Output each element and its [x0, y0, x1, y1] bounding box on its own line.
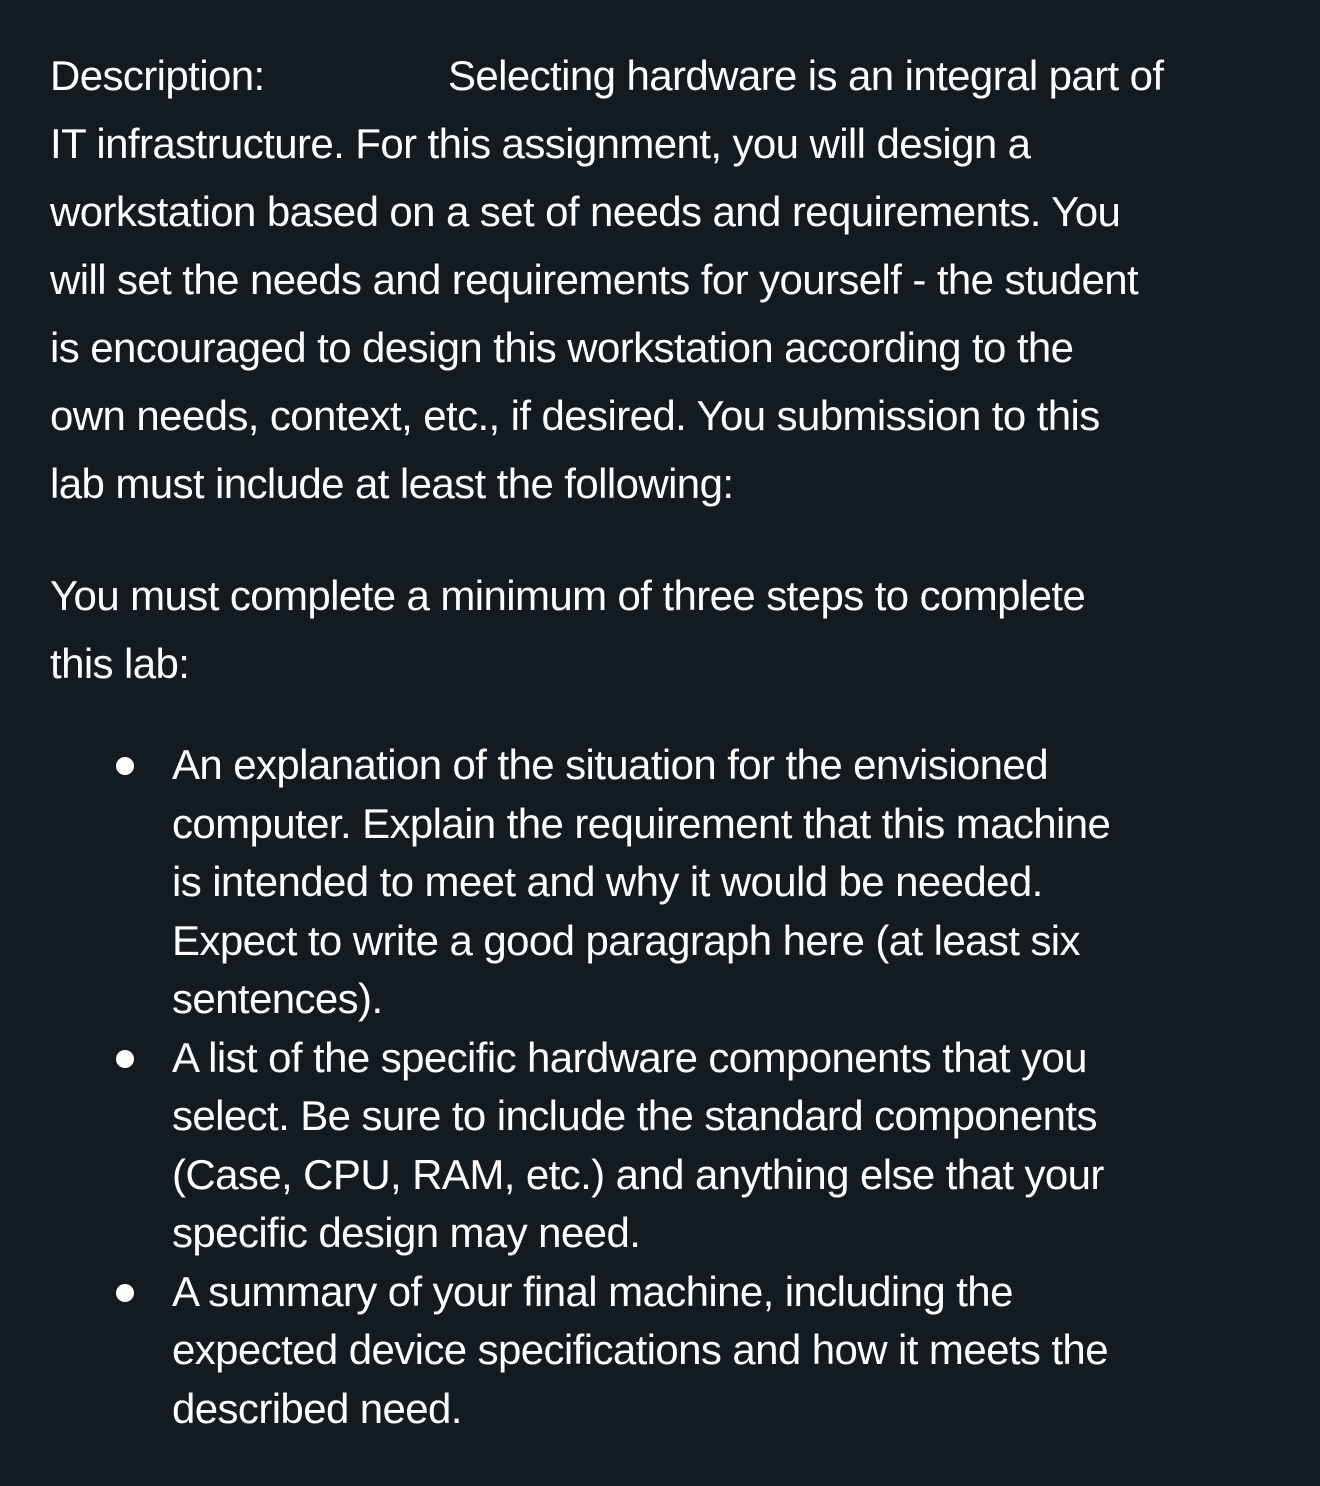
description-text-line: IT infrastructure. For this assignment, you will design a: [50, 120, 1031, 167]
description-text-line: will set the needs and requirements for yourself - the student: [50, 256, 1139, 303]
description-text-line: workstation based on a set of needs and requirements. You: [50, 188, 1121, 235]
list-item-line: described need.: [172, 1384, 462, 1432]
steps-intro-paragraph: [50, 562, 1275, 698]
assignment-document: [50, 42, 1275, 1438]
list-item-line: (Case, CPU, RAM, etc.) and anything else that your: [172, 1150, 1104, 1198]
list-item-line: select. Be sure to include the standard components: [172, 1092, 1097, 1139]
description-text-line: Selecting hardware is an integral part of: [448, 52, 1164, 99]
list-item-line: Expect to write a good paragraph here (at least six: [172, 916, 1080, 964]
description-label: Description:: [50, 52, 265, 99]
list-item-line: An explanation of the situation for the envisioned: [172, 741, 1048, 788]
description-first-line: [50, 42, 1275, 110]
steps-intro-line: this lab:: [50, 640, 190, 687]
list-item-line: sentences).: [172, 975, 383, 1022]
bullet-icon: [116, 757, 134, 775]
description-text-line: own needs, context, etc., if desired. You submission to this: [50, 392, 1100, 439]
bullet-icon: [116, 1284, 134, 1302]
list-item-line: A summary of your final machine, including the: [172, 1267, 1013, 1315]
description-text-line: lab must include at least the following:: [50, 460, 734, 507]
description-paragraph: [50, 42, 1275, 518]
list-item-hardware-components: [50, 1029, 1275, 1263]
list-item-machine-summary: [50, 1263, 1275, 1439]
list-item-line: specific design may need.: [172, 1209, 641, 1256]
paragraph-spacer: [50, 518, 1275, 562]
bullet-icon: [116, 1050, 134, 1068]
list-item-situation-explanation: [50, 736, 1275, 1029]
description-text-line: is encouraged to design this workstation according to the: [50, 324, 1074, 371]
list-item-line: computer. Explain the requirement that this machine: [172, 799, 1111, 847]
list-item-line: A list of the specific hardware components that you: [172, 1033, 1087, 1081]
steps-intro-line: You must complete a minimum of three steps to complete: [50, 572, 1086, 619]
list-item-line: expected device specifications and how it meets the: [172, 1326, 1108, 1373]
list-item-line: is intended to meet and why it would be needed.: [172, 858, 1043, 905]
requirements-list: [50, 736, 1275, 1438]
